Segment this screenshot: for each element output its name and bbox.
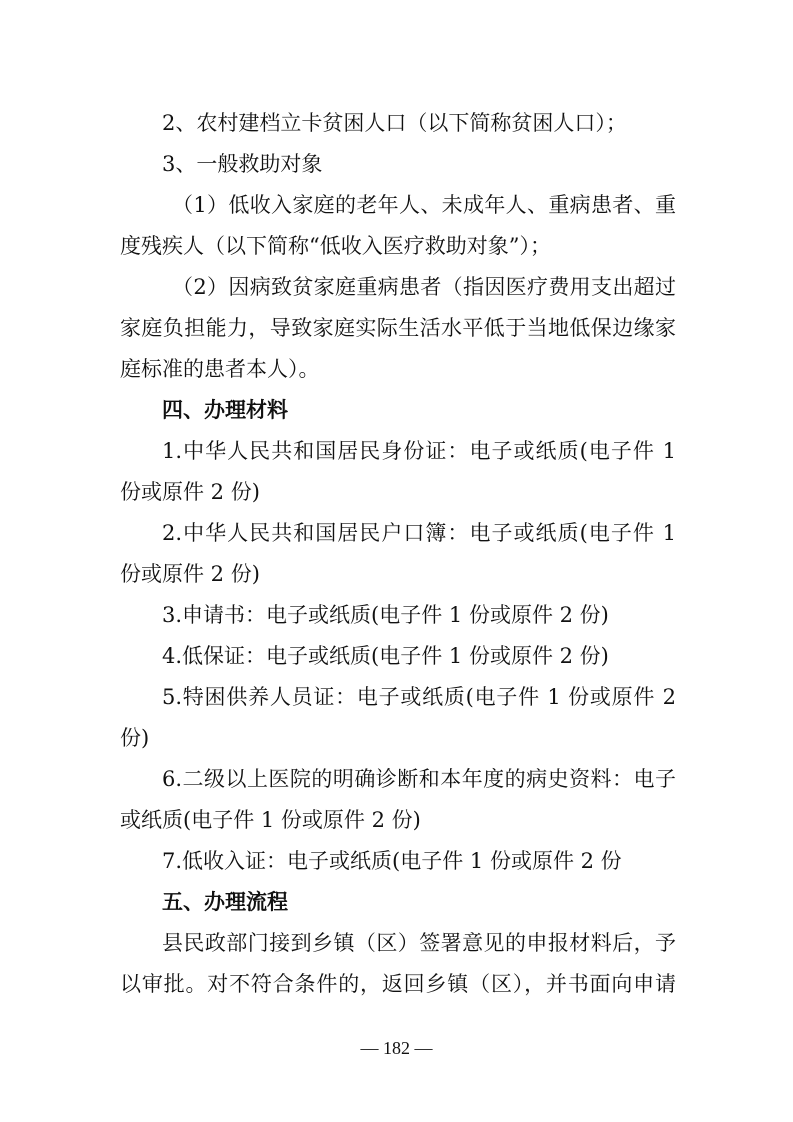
material-2-line-1: 2.中华人民共和国居民户口簿：电子或纸质(电子件 1 [162,521,676,545]
sub-item-2-line-3: 庭标准的患者本人）。 [120,357,320,381]
material-2-line-2: 份或原件 2 份) [120,562,260,586]
process-line-2: 以审批。对不符合条件的，返回乡镇（区），并书面向申请 [120,972,676,996]
material-6-line-1: 6.二级以上医院的明确诊断和本年度的病史资料：电子 [162,767,676,791]
document-body [120,103,676,1005]
sub-item-1-line-2: 度残疾人（以下简称“低收入医疗救助对象”）； [120,234,551,258]
material-6-line-2: 或纸质(电子件 1 份或原件 2 份) [120,808,421,832]
material-1-line-1: 1.中华人民共和国居民身份证：电子或纸质(电子件 1 [162,439,676,463]
material-5-line-1: 5.特困供养人员证：电子或纸质(电子件 1 份或原件 2 [162,685,676,709]
section-heading-materials: 四、办理材料 [162,398,288,422]
process-line-1: 县民政部门接到乡镇（区）签署意见的申报材料后，予 [162,931,676,955]
list-item-3: 3、一般救助对象 [162,152,323,176]
sub-item-1-line-1: （1）低收入家庭的老年人、未成年人、重病患者、重 [172,193,676,217]
material-5-line-2: 份) [120,726,150,750]
section-heading-process: 五、办理流程 [162,890,288,914]
page-number: — 182 — [360,1038,433,1058]
material-3: 3.申请书：电子或纸质(电子件 1 份或原件 2 份) [162,603,609,627]
sub-item-2-line-1: （2）因病致贫家庭重病患者（指因医疗费用支出超过 [172,275,676,299]
material-1-line-2: 份或原件 2 份) [120,480,260,504]
material-7: 7.低收入证：电子或纸质(电子件 1 份或原件 2 份 [162,849,622,873]
list-item-2: 2、农村建档立卡贫困人口（以下简称贫困人口）； [162,111,627,135]
sub-item-2-line-2: 家庭负担能力，导致家庭实际生活水平低于当地低保边缘家 [120,316,676,340]
material-4: 4.低保证：电子或纸质(电子件 1 份或原件 2 份) [162,644,609,668]
